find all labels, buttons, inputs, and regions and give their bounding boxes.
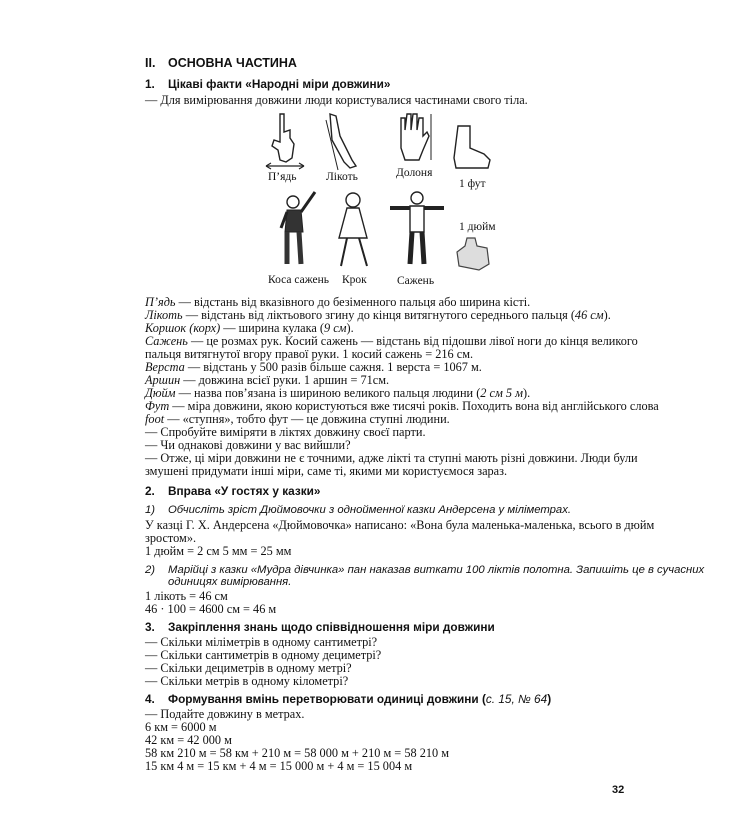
def-fut <box>145 399 659 413</box>
question-1: — Скільки міліметрів в одному сантиметрі? <box>145 635 378 649</box>
caption-dolonia: Долоня <box>396 167 433 179</box>
def-likot-value: 46 см <box>574 308 604 322</box>
question-3: — Скільки дециметрів в одному метрі? <box>145 661 352 675</box>
subsection-4-title: Формування вмінь перетворювати одиниці довжини ( <box>168 692 486 706</box>
subsection-1-intro: — Для вимірювання довжини люди користувалися частинами свого тіла. <box>145 93 528 107</box>
def-versta <box>145 360 482 374</box>
task-2-text-line-2: одиницях вимірювання. <box>168 576 292 588</box>
task-2-text-line-1: Марійці з казки «Мудра дівчинка» пан наказав виткати 100 ліктів полотна. Запишіть це в сучасних <box>168 564 705 576</box>
caption-dyuim: 1 дюйм <box>459 221 496 233</box>
def-dyuim <box>145 386 530 400</box>
foot-illustration <box>448 122 494 172</box>
subsection-3-number: 3. <box>145 620 155 634</box>
question-2: — Скільки сантиметрів в одному дециметрі? <box>145 648 382 662</box>
caption-fut: 1 фут <box>459 178 486 190</box>
task-1-text: Обчисліть зріст Дюймовочки з однойменної казки Андерсена у міліметрах. <box>168 504 571 516</box>
def-korshok-end: ). <box>346 321 354 335</box>
fathom-illustration <box>388 188 446 270</box>
task-2-calc-2: 46 · 100 = 4600 см = 46 м <box>145 602 277 616</box>
def-dyuim-end: ). <box>522 386 531 400</box>
term-likot: Лікоть <box>145 308 183 322</box>
step-illustration <box>333 190 375 270</box>
subsection-2-title: Вправа «У гостях у казки» <box>168 484 321 498</box>
def-versta-text: — відстань у 500 разів більше сажня. 1 верста = 1067 м. <box>184 360 482 374</box>
caption-krok: Крок <box>342 274 367 286</box>
def-korshok <box>145 321 354 335</box>
hand-span-illustration <box>260 110 310 172</box>
caption-pyad: П’ядь <box>268 171 297 183</box>
task-1-calculation: 1 дюйм = 2 см 5 мм = 25 мм <box>145 544 292 558</box>
def-arshyn <box>145 373 389 387</box>
term-arshyn: Аршин <box>145 373 181 387</box>
def-korshok-text: — ширина кулака ( <box>220 321 324 335</box>
term-sazhen: Сажень <box>145 334 188 348</box>
def-dyuim-text: — назва пов’язана із шириною великого пальця людини ( <box>175 386 481 400</box>
page-number: 32 <box>612 784 625 796</box>
def-fut-cont <box>145 412 450 426</box>
word-foot: foot <box>145 412 165 426</box>
def-arshyn-text: — довжина всієї руки. 1 аршин = 71см. <box>180 373 390 387</box>
caption-kosa-sazhen: Коса сажень <box>268 274 330 286</box>
def-dyuim-value: 2 см 5 м <box>480 386 523 400</box>
term-versta: Верста <box>145 360 185 374</box>
dialog-line-1: — Спробуйте виміряти в ліктях довжину своєї парти. <box>145 425 426 439</box>
task-1-answer-line-2: зростом». <box>145 531 197 545</box>
elbow-illustration <box>322 110 362 172</box>
term-fut: Фут <box>145 399 170 413</box>
def-likot-text: — відстань від ліктьового згину до кінця витягнутого середнього пальця ( <box>182 308 575 322</box>
def-pyad <box>145 295 530 309</box>
subsection-2-number: 2. <box>145 484 155 498</box>
def-fut-text: — міра довжини, якою користуються вже тисячі років. Походить вона від англійського слова <box>169 399 659 413</box>
palm-illustration <box>393 110 435 165</box>
task-1-answer-line-1: У казці Г. Х. Андерсена «Дюймовочка» написано: «Вона була маленька-маленька, всього в дюйм <box>145 518 655 532</box>
caption-sazhen: Сажень <box>397 275 435 287</box>
conversion-line-3: 42 км = 42 000 м <box>145 733 232 747</box>
subsection-3-title: Закріплення знань щодо співвідношення міри довжини <box>168 620 495 634</box>
subsection-1-title: Цікаві факти «Народні міри довжини» <box>168 77 391 91</box>
def-fut-cont-text: — «ступня», тобто фут — це довжина ступні людини. <box>164 412 450 426</box>
task-1-number: 1) <box>145 504 156 516</box>
def-sazhen-cont: пальця витягнутої вгору правої руки. 1 косий сажень = 216 см. <box>145 347 474 361</box>
term-pyad: П’ядь <box>145 295 176 309</box>
subsection-1-number: 1. <box>145 77 155 91</box>
oblique-fathom-illustration <box>275 188 323 270</box>
subsection-4-number: 4. <box>145 692 155 706</box>
subsection-4-title-end: ) <box>547 692 552 706</box>
subsection-4-heading <box>168 692 551 706</box>
caption-likot: Лікоть <box>326 171 358 183</box>
conversion-line-2: 6 км = 6000 м <box>145 720 217 734</box>
dialog-line-3: — Отже, ці міри довжини не є точними, адже лікті та ступні мають різні довжини. Люди були <box>145 451 638 465</box>
def-sazhen <box>145 334 638 348</box>
dialog-line-2: — Чи однакові довжини у вас вийшли? <box>145 438 351 452</box>
conversion-line-1: — Подайте довжину в метрах. <box>145 707 305 721</box>
def-likot-end: ). <box>603 308 611 322</box>
task-2-number: 2) <box>145 564 156 576</box>
task-2-calc-1: 1 лікоть = 46 см <box>145 589 228 603</box>
conversion-line-4: 58 км 210 м = 58 км + 210 м = 58 000 м + 210 м = 58 210 м <box>145 746 449 760</box>
thumb-illustration <box>453 236 493 272</box>
section-number: II. <box>145 56 156 70</box>
textbook-reference: с. 15, № 64 <box>485 692 548 706</box>
def-korshok-value: 9 см <box>324 321 347 335</box>
section-title: ОСНОВНА ЧАСТИНА <box>168 56 297 70</box>
def-sazhen-text: — це розмах рук. Косий сажень — відстань від підошви лівої ноги до кінця великого <box>187 334 638 348</box>
conversion-line-5: 15 км 4 м = 15 км + 4 м = 15 000 м + 4 м = 15 004 м <box>145 759 413 773</box>
dialog-line-4: змушені придумати інші міри, саме ті, якими ми користуємося зараз. <box>145 464 508 478</box>
question-4: — Скільки метрів в одному кілометрі? <box>145 674 349 688</box>
term-korshok: Коршок (корх) <box>145 321 221 335</box>
term-dyuim: Дюйм <box>145 386 176 400</box>
def-likot <box>145 308 611 322</box>
def-pyad-text: — відстань від вказівного до безіменного пальця або ширина кісті. <box>175 295 531 309</box>
